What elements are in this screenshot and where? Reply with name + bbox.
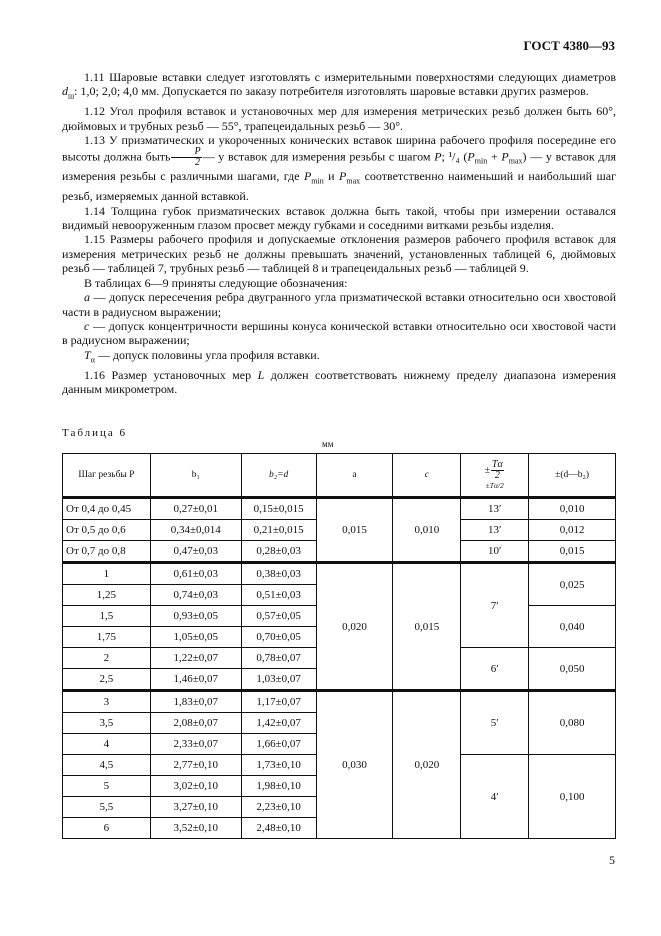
cell-pitch: 1,25	[63, 585, 151, 606]
col-header-c: c	[393, 454, 461, 498]
cell-b2: 0,78±0,07	[241, 648, 316, 669]
cell-pitch: От 0,5 до 0,6	[63, 520, 151, 541]
subscript: max	[346, 176, 361, 186]
plus-minus: ±	[484, 465, 490, 476]
table-6	[62, 453, 616, 839]
cell-pitch: 2,5	[63, 669, 151, 691]
subscript: max	[508, 157, 523, 167]
cell-b1: 3,27±0,10	[150, 797, 241, 818]
para-t	[62, 348, 616, 368]
cell-half-angle: 5′	[461, 691, 529, 755]
denominator: 2	[195, 157, 201, 169]
para-notation: В таблицах 6—9 приняты следующие обозначения:	[84, 275, 348, 290]
table-row	[63, 563, 616, 585]
numerator: Tα	[491, 459, 503, 470]
text: 1.16 Размер установочных мер	[84, 367, 258, 382]
cell-half-angle: 6′	[461, 648, 529, 691]
text: 1.11 Шаровые вставки следует изготовлять с измерительными поверхностями следующих диаметров	[84, 70, 616, 84]
cell-c: 0,020	[393, 691, 461, 839]
cell-b2: 0,38±0,03	[241, 563, 316, 585]
cell-d-b2: 0,080	[529, 691, 616, 755]
text: — допуск половины угла профиля вставки.	[94, 347, 320, 362]
cell-b2: 1,03±0,07	[241, 669, 316, 691]
cell-b1: 0,74±0,03	[150, 585, 241, 606]
half-angle-header-text: ±Tα/2	[485, 481, 504, 490]
symbol: L	[257, 367, 265, 382]
cell-pitch: 1,75	[63, 627, 151, 648]
cell-half-angle: 13′	[461, 520, 529, 541]
para-1-12: 1.12 Угол профиля вставок и установочных мер для измерения метрических резьб должен быть 60°, дюймовых и трубных резьб — 55°, трапецеидальных резьб — 30°.	[62, 104, 616, 133]
cell-pitch: 1,5	[63, 606, 151, 627]
cell-d-b2: 0,012	[529, 520, 616, 541]
cell-b2: 0,21±0,015	[241, 520, 316, 541]
cell-b1: 1,46±0,07	[150, 669, 241, 691]
cell-b1: 0,34±0,014	[150, 520, 241, 541]
symbol: P	[303, 169, 312, 184]
para-1-15: 1.15 Размеры рабочего профиля и допускаемые отклонения размеров рабочего профиля вставок для измерения метрических резьб не должны превышать значений, установленных таблицей 6, дюймовых резьб — таблицей 7, трубных резьб — таблицей 8 и трапецеидальных резьб — таблицей 9.	[62, 232, 616, 276]
cell-b1: 1,83±0,07	[150, 691, 241, 713]
text: 1.13 У призматических и укороченных конических вставок ширина рабочего профиля посередине его высоты должна быть	[62, 133, 616, 164]
cell-d-b2: 0,015	[529, 541, 616, 563]
cell-b1: 2,08±0,07	[150, 713, 241, 734]
subscript: α	[90, 355, 95, 365]
cell-d-b2: 0,050	[529, 648, 616, 691]
table-caption: Таблица 6	[62, 427, 128, 439]
symbol: T	[84, 347, 91, 362]
fraction-p-over-2	[171, 147, 201, 168]
col-header-d-b2: ±(d—b₂)	[529, 454, 616, 498]
cell-d-b2: 0,010	[529, 498, 616, 520]
cell-b2: 1,98±0,10	[241, 776, 316, 797]
text: : 1,0; 2,0; 4,0 мм. Допускается по заказу потребителя изготовлять шаровые вставки других размеров.	[74, 84, 589, 99]
text: ; ¹/₄ (	[441, 149, 468, 164]
cell-b2: 0,70±0,05	[241, 627, 316, 648]
para-a	[62, 290, 616, 319]
denominator: 2	[494, 470, 500, 481]
cell-b2: 0,15±0,015	[241, 498, 316, 520]
text: ) — у вставок для измерения резьбы с различными шагами, где	[62, 149, 616, 184]
cell-b2: 2,23±0,10	[241, 797, 316, 818]
table-row	[63, 498, 616, 520]
cell-b1: 0,61±0,03	[150, 563, 241, 585]
cell-pitch: 1	[63, 563, 151, 585]
cell-half-angle: 7′	[461, 563, 529, 648]
cell-pitch: 3,5	[63, 713, 151, 734]
cell-a: 0,020	[316, 563, 393, 691]
cell-pitch: 4	[63, 734, 151, 755]
cell-b1: 0,27±0,01	[150, 498, 241, 520]
cell-b1: 1,05±0,05	[150, 627, 241, 648]
fraction	[491, 460, 504, 481]
cell-b2: 0,28±0,03	[241, 541, 316, 563]
subscript: min	[311, 176, 324, 186]
symbol: P	[467, 149, 475, 164]
cell-half-angle: 13′	[461, 498, 529, 520]
table-unit: мм	[322, 439, 334, 449]
cell-pitch: 5,5	[63, 797, 151, 818]
symbol: d	[62, 84, 68, 99]
subscript: min	[474, 157, 488, 167]
cell-a: 0,030	[316, 691, 393, 839]
cell-d-b2: 0,040	[529, 606, 616, 648]
para-1-16	[62, 368, 616, 397]
cell-d-b2: 0,025	[529, 563, 616, 606]
cell-d-b2: 0,100	[529, 755, 616, 839]
text: должен соответствовать нижнему пределу диапазона измерения данным микрометром.	[62, 367, 617, 396]
text: — у вставок для измерения резьбы с шагом	[202, 149, 435, 164]
para-c	[62, 319, 616, 348]
cell-pitch: 5	[63, 776, 151, 797]
para-1-11	[62, 70, 616, 104]
col-header-b2: b₂=d	[241, 454, 316, 498]
cell-pitch: 3	[63, 691, 151, 713]
cell-pitch: 2	[63, 648, 151, 669]
text: — допуск пересечения ребра двугранного угла призматической вставки относительно оси хвостовой части в радиусном выражении;	[62, 290, 616, 319]
text: — допуск концентричности вершины конуса конической вставки относительно оси хвостовой части в радиусном выражении;	[62, 318, 616, 348]
cell-b2: 1,73±0,10	[241, 755, 316, 776]
cell-b1: 2,77±0,10	[150, 755, 241, 776]
cell-b2: 2,48±0,10	[241, 818, 316, 839]
para-1-14: 1.14 Толщина губок призматических вставок должна быть такой, чтобы при измерении оставался видимый невооруженным глазом просвет между губками и соседними витками резьбы изделия.	[62, 203, 616, 233]
cell-b1: 0,93±0,05	[150, 606, 241, 627]
standard-header: ГОСТ 4380—93	[523, 38, 615, 53]
text: +	[487, 149, 502, 164]
subscript: ш	[68, 91, 75, 101]
cell-b2: 0,57±0,05	[241, 606, 316, 627]
cell-b1: 3,52±0,10	[150, 818, 241, 839]
para-1-13	[62, 133, 616, 204]
cell-b2: 0,51±0,03	[241, 585, 316, 606]
cell-b1: 0,47±0,03	[150, 541, 241, 563]
cell-b1: 1,22±0,07	[150, 648, 241, 669]
cell-pitch: 4,5	[63, 755, 151, 776]
col-header-b1: b₁	[150, 454, 241, 498]
table-row	[63, 691, 616, 713]
cell-half-angle: 10′	[461, 541, 529, 563]
cell-half-angle: 4′	[461, 755, 529, 839]
text: и	[323, 169, 340, 184]
cell-b1: 2,33±0,07	[150, 734, 241, 755]
cell-b2: 1,42±0,07	[241, 713, 316, 734]
symbol: a	[84, 290, 90, 305]
cell-b2: 1,17±0,07	[241, 691, 316, 713]
cell-b2: 1,66±0,07	[241, 734, 316, 755]
text: соответственно наименьший и наибольший шаг резьб, измеряемых данной вставкой.	[62, 169, 616, 204]
numerator: P	[171, 147, 201, 158]
cell-pitch: От 0,4 до 0,45	[63, 498, 151, 520]
cell-b1: 3,02±0,10	[150, 776, 241, 797]
cell-c: 0,010	[393, 498, 461, 563]
cell-c: 0,015	[393, 563, 461, 691]
cell-pitch: От 0,7 до 0,8	[63, 541, 151, 563]
cell-pitch: 6	[63, 818, 151, 839]
symbol: P	[434, 149, 442, 164]
col-header-a: a	[316, 454, 393, 498]
symbol: P	[339, 169, 347, 184]
symbol: P	[501, 149, 509, 164]
symbol: c	[84, 318, 90, 333]
body-text	[62, 70, 616, 396]
col-header-half-angle	[461, 454, 529, 498]
cell-a: 0,015	[316, 498, 393, 563]
page-number: 5	[609, 853, 615, 867]
col-header-pitch: Шаг резьбы P	[63, 454, 151, 498]
